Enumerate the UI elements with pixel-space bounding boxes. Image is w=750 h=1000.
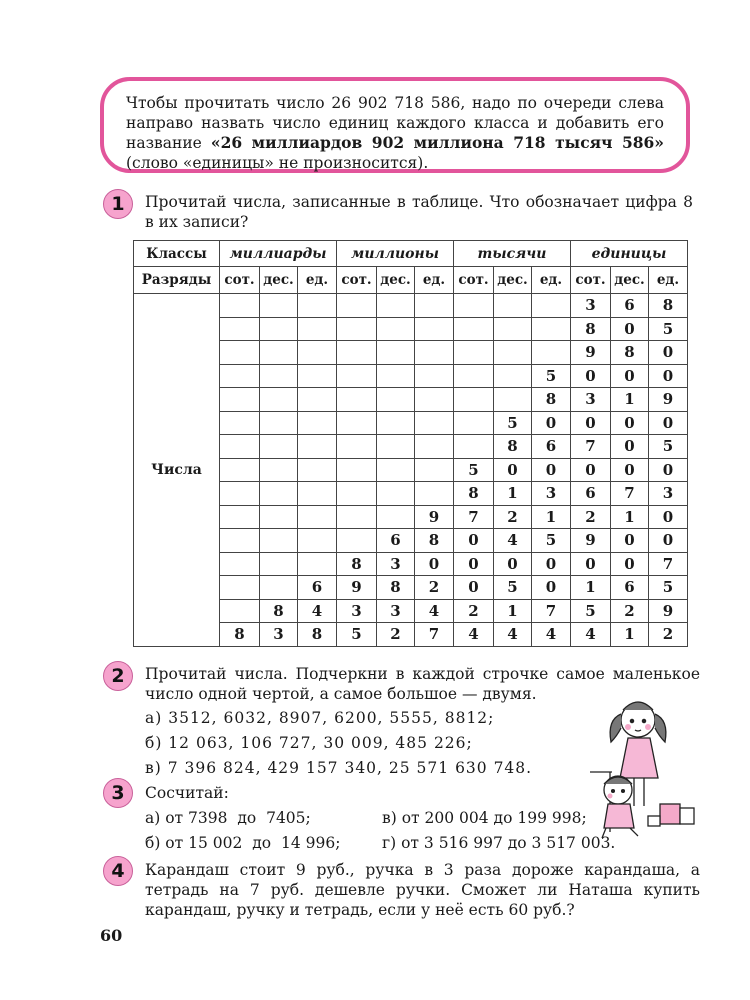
class-millions: миллионы: [337, 241, 454, 267]
digit-cell: [298, 552, 337, 576]
digit-cell: 8: [532, 388, 571, 412]
digit-cell: [377, 482, 415, 506]
digit-cell: [377, 458, 415, 482]
digit-cell: [377, 435, 415, 459]
ranks-label: Разряды: [134, 267, 220, 294]
digit-cell: 7: [649, 552, 688, 576]
digit-cell: [337, 505, 377, 529]
digit-cell: [337, 294, 377, 318]
digit-cell: [494, 317, 532, 341]
digit-cell: 0: [611, 435, 649, 459]
digit-cell: [377, 317, 415, 341]
digit-cell: 8: [337, 552, 377, 576]
digit-cell: [454, 364, 494, 388]
digit-cell: 1: [611, 505, 649, 529]
digit-cell: [377, 341, 415, 365]
digit-cell: 7: [611, 482, 649, 506]
digit-cell: [377, 505, 415, 529]
rule-box: [100, 77, 690, 173]
digit-cell: [260, 576, 298, 600]
task-3-item-a: а) от 7398 до 7405;: [145, 809, 311, 827]
digit-cell: [260, 505, 298, 529]
digit-cell: 0: [415, 552, 454, 576]
digit-cell: 9: [649, 599, 688, 623]
digit-cell: [494, 364, 532, 388]
digit-cell: 4: [415, 599, 454, 623]
digit-cell: [298, 388, 337, 412]
digit-cell: [298, 482, 337, 506]
digit-cell: [260, 364, 298, 388]
digit-cell: 0: [649, 458, 688, 482]
digit-cell: 1: [494, 482, 532, 506]
digit-cell: [260, 529, 298, 553]
digit-cell: [415, 482, 454, 506]
digit-cell: [260, 435, 298, 459]
digit-cell: [337, 317, 377, 341]
digit-cell: 5: [454, 458, 494, 482]
digit-cell: 0: [454, 529, 494, 553]
digit-cell: 0: [611, 364, 649, 388]
digit-cell: 9: [571, 341, 611, 365]
digit-cell: 8: [494, 435, 532, 459]
digit-cell: 4: [494, 529, 532, 553]
digit-cell: 4: [532, 623, 571, 647]
digit-cell: 8: [415, 529, 454, 553]
digit-cell: 5: [571, 599, 611, 623]
digit-cell: [298, 364, 337, 388]
digit-cell: 0: [532, 458, 571, 482]
digit-cell: 0: [494, 458, 532, 482]
digit-cell: 5: [649, 317, 688, 341]
digit-cell: 3: [532, 482, 571, 506]
digit-cell: 6: [298, 576, 337, 600]
digit-cell: 9: [649, 388, 688, 412]
digit-cell: 9: [571, 529, 611, 553]
digit-cell: 0: [649, 364, 688, 388]
digit-cell: 0: [611, 411, 649, 435]
digit-cell: [415, 458, 454, 482]
task-2-badge: 2: [103, 661, 133, 691]
digit-cell: 1: [494, 599, 532, 623]
digit-cell: 0: [571, 364, 611, 388]
task-2-line-c: в) 7 396 824, 429 157 340, 25 571 630 748.: [145, 759, 533, 777]
digit-cell: 5: [532, 529, 571, 553]
digit-cell: 5: [494, 411, 532, 435]
task-3-title: Сосчитай:: [145, 784, 229, 802]
digit-cell: [220, 435, 260, 459]
digit-cell: [260, 458, 298, 482]
rank-header: дес.: [494, 267, 532, 294]
digit-cell: [494, 341, 532, 365]
digit-cell: [298, 435, 337, 459]
digit-cell: [415, 388, 454, 412]
digit-cell: [220, 505, 260, 529]
task-1-badge: 1: [103, 189, 133, 219]
task-4-badge: 4: [103, 856, 133, 886]
digit-cell: [298, 317, 337, 341]
digit-cell: [337, 388, 377, 412]
digit-cell: [337, 411, 377, 435]
digit-cell: [298, 529, 337, 553]
digit-cell: 3: [649, 482, 688, 506]
digit-cell: [415, 435, 454, 459]
digit-cell: 8: [571, 317, 611, 341]
digit-cell: 1: [611, 388, 649, 412]
class-thousands: тысячи: [454, 241, 571, 267]
digit-cell: 7: [532, 599, 571, 623]
digit-cell: 5: [649, 576, 688, 600]
digit-cell: 0: [494, 552, 532, 576]
digit-cell: 0: [571, 411, 611, 435]
digit-cell: [415, 364, 454, 388]
digit-cell: 3: [260, 623, 298, 647]
task-3-item-b: б) от 15 002 до 14 996;: [145, 834, 341, 852]
rank-header: дес.: [260, 267, 298, 294]
digit-cell: 8: [377, 576, 415, 600]
digit-cell: 6: [532, 435, 571, 459]
digit-cell: 0: [532, 576, 571, 600]
digit-cell: 6: [377, 529, 415, 553]
digit-cell: 2: [415, 576, 454, 600]
task-3-item-v: в) от 200 004 до 199 998;: [382, 809, 587, 827]
rank-header: ед.: [532, 267, 571, 294]
digit-cell: 2: [494, 505, 532, 529]
digit-cell: 0: [532, 411, 571, 435]
digit-cell: [337, 364, 377, 388]
digit-cell: 0: [571, 552, 611, 576]
digit-cell: [260, 552, 298, 576]
rank-header: ед.: [298, 267, 337, 294]
digit-cell: 8: [298, 623, 337, 647]
digit-cell: [260, 317, 298, 341]
digit-cell: 0: [649, 411, 688, 435]
task-1-text: Прочитай числа, записанные в таблице. Что обозначает цифра 8 в их записи?: [145, 193, 693, 231]
digit-cell: 0: [649, 529, 688, 553]
digit-cell: 3: [377, 599, 415, 623]
digit-cell: 3: [571, 294, 611, 318]
digit-cell: 1: [571, 576, 611, 600]
digit-cell: 0: [611, 552, 649, 576]
digit-cell: 8: [649, 294, 688, 318]
rank-header: сот.: [571, 267, 611, 294]
digit-cell: 3: [337, 599, 377, 623]
digit-cell: 4: [494, 623, 532, 647]
digit-cell: 2: [611, 599, 649, 623]
digit-cell: 7: [415, 623, 454, 647]
digit-cell: 2: [454, 599, 494, 623]
digit-cell: [454, 341, 494, 365]
digit-cell: 7: [454, 505, 494, 529]
digit-cell: 0: [611, 317, 649, 341]
digit-cell: [260, 482, 298, 506]
digit-cell: 0: [454, 576, 494, 600]
rank-header: дес.: [611, 267, 649, 294]
digit-cell: 6: [571, 482, 611, 506]
digit-cell: 1: [532, 505, 571, 529]
digit-cell: 7: [571, 435, 611, 459]
rank-header: сот.: [337, 267, 377, 294]
digit-cell: [220, 388, 260, 412]
digit-cell: 4: [571, 623, 611, 647]
digit-cell: 4: [298, 599, 337, 623]
digit-cell: [298, 411, 337, 435]
digit-cell: [220, 458, 260, 482]
digit-cell: 8: [220, 623, 260, 647]
digit-cell: [298, 505, 337, 529]
digit-cell: 8: [611, 341, 649, 365]
digit-cell: [337, 482, 377, 506]
digit-cell: 6: [611, 576, 649, 600]
digit-cell: 0: [571, 458, 611, 482]
task-4-text: Карандаш стоит 9 руб., ручка в 3 раза дороже карандаша, а тетрадь на 7 руб. дешевле ручки. Сможет ли Наташа купить карандаш, ручку и тетрадь, если у неё есть 60 руб.?: [145, 861, 700, 919]
digit-cell: [337, 458, 377, 482]
task-2-text: Прочитай числа. Подчеркни в каждой строчке самое маленькое число одной чертой, а самое большое — двумя.: [145, 665, 700, 703]
digit-cell: [415, 341, 454, 365]
digit-cell: [494, 388, 532, 412]
digit-cell: 8: [260, 599, 298, 623]
digit-cell: [220, 552, 260, 576]
digit-cell: 0: [532, 552, 571, 576]
digit-cell: 6: [611, 294, 649, 318]
digit-cell: 5: [649, 435, 688, 459]
digit-cell: [377, 388, 415, 412]
digit-cell: [220, 482, 260, 506]
digit-cell: [260, 411, 298, 435]
digit-cell: [454, 294, 494, 318]
rule-intro: Чтобы прочитать число 26 902 718 586, надо по очереди слева направо назвать число единиц каждого класса и добавить его название: [126, 94, 664, 152]
digit-cell: [220, 599, 260, 623]
digit-cell: [337, 529, 377, 553]
digit-cell: [377, 411, 415, 435]
digit-cell: 2: [571, 505, 611, 529]
digit-cell: 1: [611, 623, 649, 647]
digit-cell: [260, 388, 298, 412]
digit-cell: [337, 435, 377, 459]
digit-cell: 8: [454, 482, 494, 506]
digit-cell: 2: [649, 623, 688, 647]
digit-cell: 0: [649, 341, 688, 365]
page-number: 60: [100, 926, 123, 945]
digit-cell: [298, 294, 337, 318]
rank-header: сот.: [220, 267, 260, 294]
rule-outro: (слово «единицы» не произносится).: [126, 154, 429, 172]
digit-cell: 9: [337, 576, 377, 600]
digit-cell: [494, 294, 532, 318]
digit-cell: 3: [377, 552, 415, 576]
digit-cell: 0: [611, 458, 649, 482]
digit-cell: [337, 341, 377, 365]
digit-cell: [220, 411, 260, 435]
digit-cell: 9: [415, 505, 454, 529]
digit-cell: [220, 341, 260, 365]
digit-cell: [220, 294, 260, 318]
digit-cell: [532, 294, 571, 318]
digit-cell: [377, 364, 415, 388]
digit-cell: [260, 294, 298, 318]
digit-cell: 2: [377, 623, 415, 647]
digit-cell: [454, 317, 494, 341]
digit-cell: [454, 435, 494, 459]
digit-cell: 5: [337, 623, 377, 647]
task-2-line-b: б) 12 063, 106 727, 30 009, 485 226;: [145, 734, 473, 752]
rank-header: ед.: [649, 267, 688, 294]
digit-cell: [377, 294, 415, 318]
digit-cell: [260, 341, 298, 365]
digit-cell: [220, 364, 260, 388]
table-row: [134, 294, 688, 318]
digit-cell: 4: [454, 623, 494, 647]
digit-cell: [532, 341, 571, 365]
digit-cell: [298, 458, 337, 482]
rank-header: дес.: [377, 267, 415, 294]
numbers-label: Числа: [134, 294, 220, 647]
digit-cell: 0: [454, 552, 494, 576]
digit-cell: 0: [649, 505, 688, 529]
digit-cell: [415, 317, 454, 341]
digit-cell: 5: [532, 364, 571, 388]
digit-cell: 0: [611, 529, 649, 553]
digit-cell: [532, 317, 571, 341]
digit-cell: [415, 411, 454, 435]
rank-header: сот.: [454, 267, 494, 294]
digit-cell: [415, 294, 454, 318]
task-3-item-g: г) от 3 516 997 до 3 517 003.: [382, 834, 616, 852]
girls-illustration: [590, 692, 702, 842]
digit-cell: [454, 411, 494, 435]
rank-header: ед.: [415, 267, 454, 294]
digit-cell: [220, 576, 260, 600]
place-value-table: [133, 240, 688, 647]
class-units: единицы: [571, 241, 688, 267]
digit-cell: 3: [571, 388, 611, 412]
digit-cell: [298, 341, 337, 365]
task-3-badge: 3: [103, 778, 133, 808]
rule-example: «26 миллиардов 902 миллиона 718 тысяч 586»: [210, 133, 664, 152]
task-2-line-a: а) 3512, 6032, 8907, 6200, 5555, 8812;: [145, 709, 495, 727]
digit-cell: [454, 388, 494, 412]
digit-cell: [220, 317, 260, 341]
digit-cell: 5: [494, 576, 532, 600]
classes-label: Классы: [134, 241, 220, 267]
digit-cell: [220, 529, 260, 553]
class-billions: миллиарды: [220, 241, 337, 267]
